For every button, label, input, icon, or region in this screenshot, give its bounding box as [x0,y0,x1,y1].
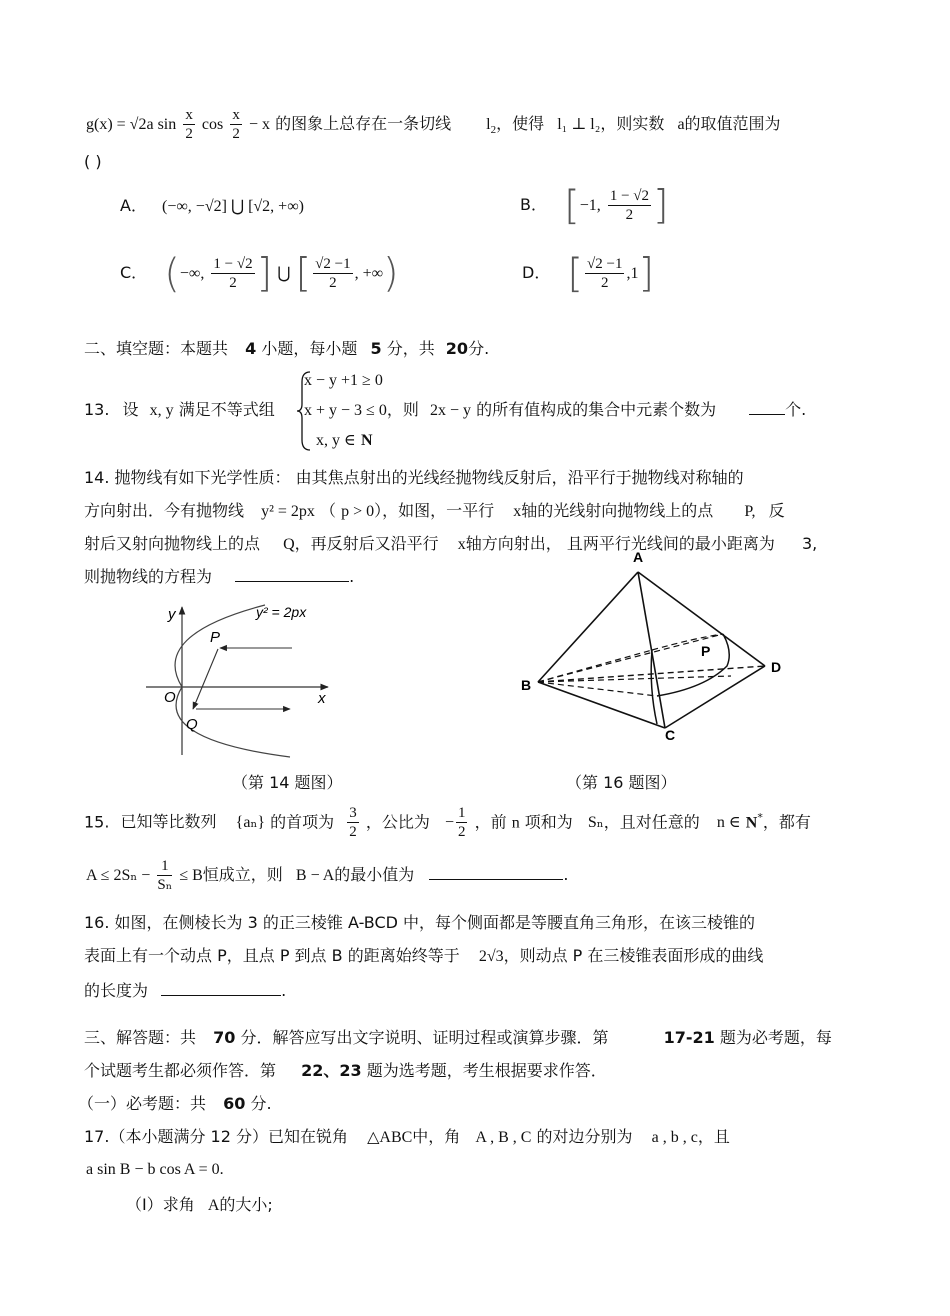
q13-ineq1: x − y +1 ≥ 0 [304,372,383,389]
q15-answer-blank[interactable] [429,865,563,880]
q16-answer-blank[interactable] [161,981,281,996]
q16-line2: 表面上有一个动点 P，且点 P 到点 B 的距离始终等于 2√3，则动点 P 在三棱锥表面形成的曲线 [84,946,764,965]
q14-line3: 射后又射向抛物线上的点 Q，再反射后又沿平行 x轴方向射出， 且两平行光线间的最小距离为 3, [84,534,818,553]
q16-line3: 的长度为 . [84,981,287,1000]
q12-cos: cos [201,116,224,133]
fig14-caption: （第 14 题图） [232,773,343,792]
q14-line4: 则抛物线的方程为 . [84,567,355,586]
fig16-c-label: C [665,727,676,743]
q12-text2: ，使得 [496,114,545,133]
q14-line1: 14. 抛物线有如下光学性质： 由其焦点射出的光线经抛物线反射后，沿平行于抛物线对称轴的 [84,468,744,487]
q12-frac2: $\frac{x}{2}$ [232,107,240,142]
q12-frac1: $\frac{x}{2}$ [185,107,193,142]
q13-ineq2-line: x + y − 3 ≤ 0，则 2x − y 的所有值构成的集合中元素个数为 个. [304,400,807,419]
section3-line1: 三、解答题：共 70 分．解答应写出文字说明、证明过程或演算步骤．第 17-21 题为必考题，每 [84,1028,832,1047]
q12-text3: ，则实数 [600,114,665,133]
q12-option-d: D． [ $\frac{√2 -1}{2}$ ,1] [522,250,655,297]
fig16-curve-face [657,634,729,696]
fig14-curve-label: y² = 2px [256,604,307,620]
fig16-b-label: B [521,677,532,693]
q12-option-b: B． [−1, $\frac{1 - √2}{2}$ ] [520,182,669,229]
q12-minus-x: − x [248,116,270,133]
q17-equation: a sin B − b cos A = 0. [86,1161,224,1178]
q12-paren: ( ) [84,152,102,171]
fig14-ray-pq [193,649,218,709]
figure-16-pyramid [505,548,805,748]
section2-heading: 二、填空题：本题共 4 小题，每小题 5 分，共 20分. [84,339,490,358]
q12-option-a: A． (−∞, −√2] ⋃ [√2, +∞) [120,196,304,215]
q13-answer-blank[interactable] [749,400,785,415]
fig16-p-label: P [701,643,711,659]
fig14-x-label: x [318,690,326,707]
fig16-caption: （第 16 题图） [566,773,677,792]
q16-line1: 16. 如图，在侧棱长为 3 的正三棱锥 A-BCD 中，每个侧面都是等腰直角三角形，在该三棱锥的 [84,913,756,932]
fig14-y-label: y [168,606,176,623]
q14-line2: 方向射出．今有抛物线 y² = 2px （ p > 0），如图，一平行 x轴的光线射向抛物线上的点 P, 反 [84,501,785,520]
section3-sub: （一）必考题：共 60 分. [78,1094,272,1113]
section3-line2: 个试题考生都必须作答．第 22、23 题为选考题，考生根据要求作答． [84,1061,607,1080]
fig14-p-label: P [210,629,221,646]
q13-ineq3: x, y ∈ N [316,432,373,449]
q12-a: a [677,116,685,133]
q12-l2: $l_2$ [486,116,497,137]
fig14-o-label: O [164,689,176,706]
q13-line: 13. 设 x, y 满足不等式组 [84,400,275,419]
q17-part1: （Ⅰ）求角 A的大小; [126,1195,273,1214]
fig14-parabola-curve [175,605,290,757]
q12-option-c: C． (−∞, $\frac{1 - √2}{2}$ ] ⋃ [ $\frac{√2 -1}{2}$ , +∞) [120,250,399,297]
q15-line2: A ≤ 2Sₙ − $\frac{1}{\text{Sₙ}}$ ≤ B恒成立，则 B − A的最小值为 . [86,858,569,893]
q12-text4: 的取值范围为 [684,114,781,133]
figure-14-parabola [140,595,340,760]
q12-formula-prefix: g(x) = √2a sin [86,116,177,133]
fig16-a-label: A [633,549,644,565]
q12-line1 [86,104,781,150]
q14-answer-blank[interactable] [235,567,349,582]
q12-text1: 的图象上总存在一条切线 [275,114,452,133]
q15-line1: 15. 已知等比数列 {aₙ} 的首项为 $\frac{3}{2}$ ，公比为 − $\frac{1}{2}$ ，前 n 项和为 Sₙ，且对任意的 n ∈ N*，都有 [84,805,811,841]
q17-line1: 17.（本小题满分 12 分）已知在锐角 △ABC中，角 A , B , C 的对边分别为 a , b , c，且 [84,1127,730,1146]
q12-perp: l₁ ⊥ l₂ [557,116,601,133]
fig14-q-label: Q [186,716,198,733]
fig16-d-label: D [771,659,782,675]
